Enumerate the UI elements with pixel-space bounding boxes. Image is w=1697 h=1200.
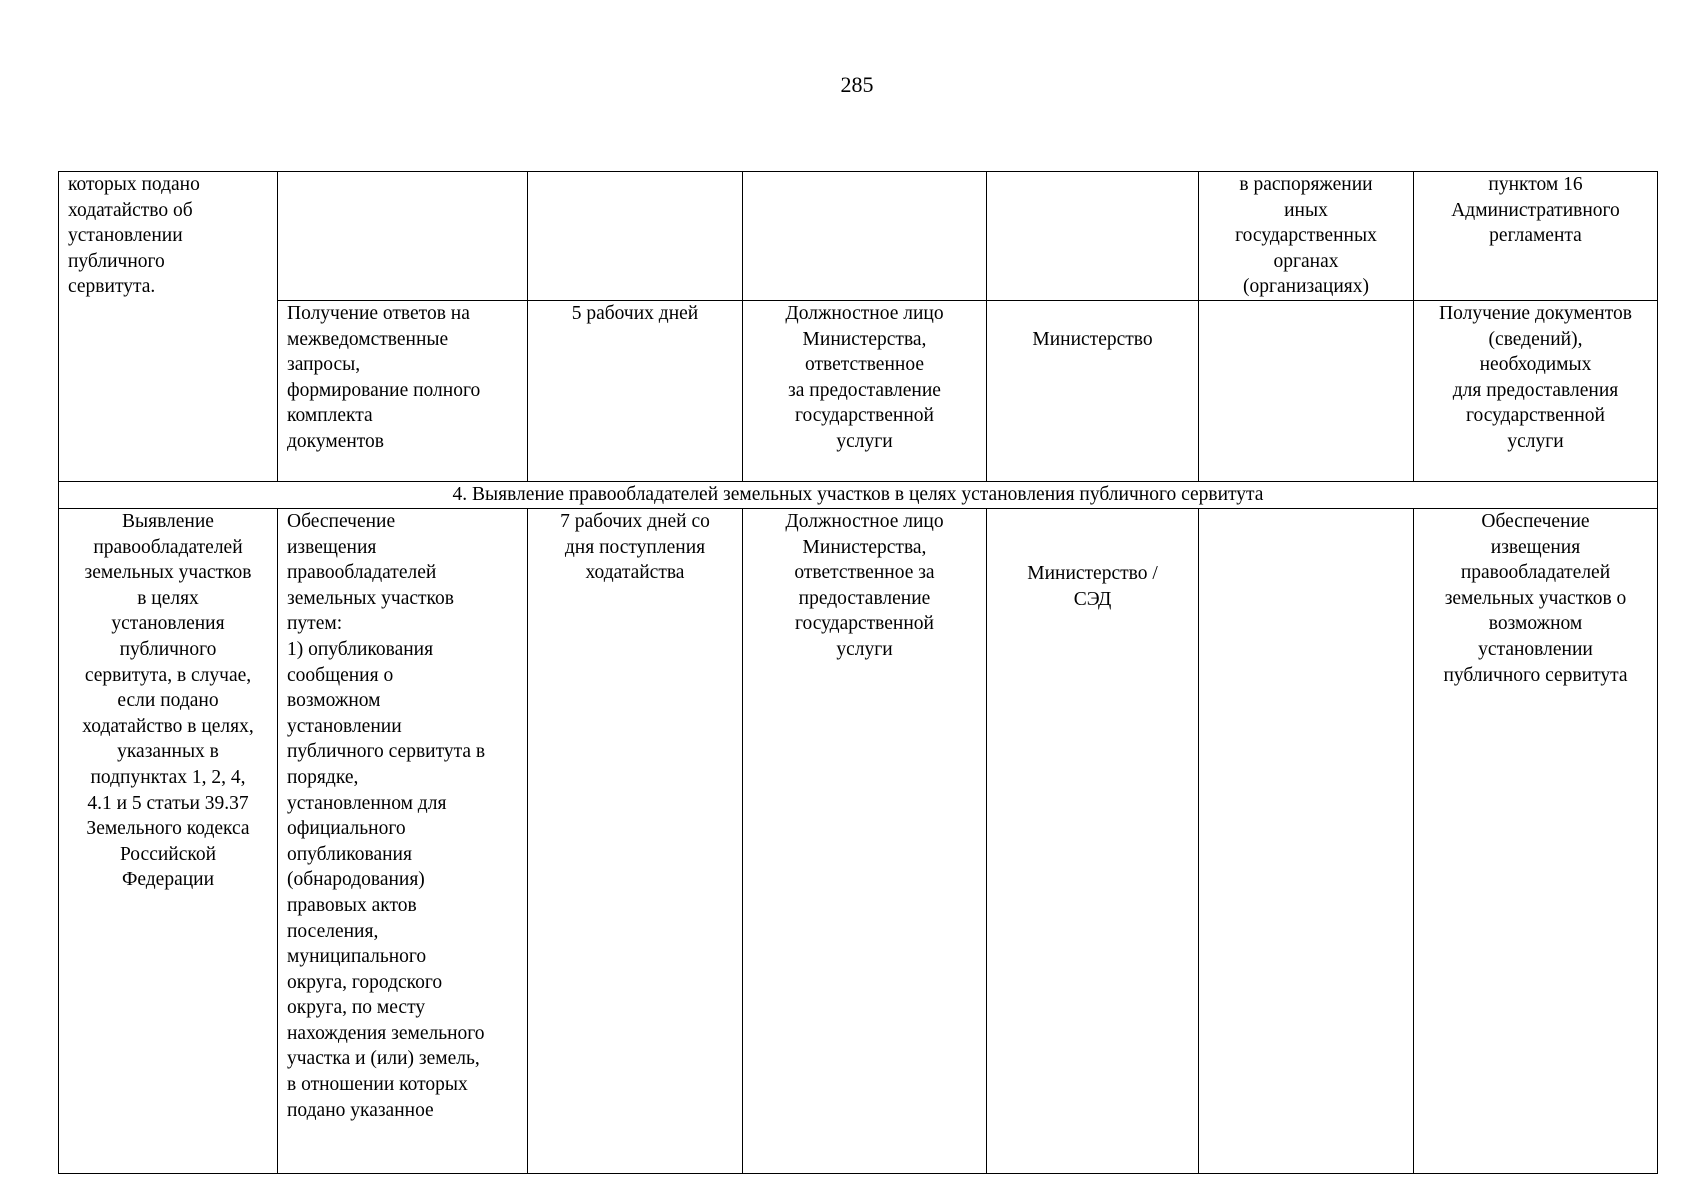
cell-procedure-continued: которых подано ходатайство об установлении публичного сервитута. — [59, 172, 278, 482]
cell-result-continued: пунктом 16 Административного регламента — [1414, 172, 1658, 301]
page-number: 285 — [840, 72, 874, 97]
cell-action-receive-responses: Получение ответов на межведомственные запросы, формирование полного комплекта документов — [278, 301, 528, 482]
cell-duration-5-days: 5 рабочих дней — [528, 301, 743, 482]
section-header: 4. Выявление правообладателей земельных участков в целях установления публичного сервитута — [59, 482, 1658, 509]
cell-place-ministry: Министерство — [987, 301, 1199, 482]
cell-place-ministry-sed: Министерство / СЭД — [987, 509, 1199, 1174]
cell-responsible-official: Должностное лицо Министерства, ответственное за предоставление государственной услуги — [743, 509, 987, 1174]
section-header-row — [59, 482, 1658, 509]
table-cell-empty — [1199, 509, 1414, 1174]
table-cell-empty — [987, 172, 1199, 301]
table-cell-empty — [278, 172, 528, 301]
procedure-table — [58, 171, 1658, 1174]
table-cell-empty — [743, 172, 987, 301]
cell-duration-7-days: 7 рабочих дней со дня поступления ходатайства — [528, 509, 743, 1174]
cell-procedure-identification: Выявление правообладателей земельных участков в целях установления публичного сервитута, в случае, если подано ходатайство в целях, указанных в подпунктах 1, 2, 4, 4.1 и 5 статьи 39.37 Земельного кодекса Российской Федерации — [59, 509, 278, 1174]
table-row — [59, 301, 1658, 482]
table-cell-empty — [528, 172, 743, 301]
cell-action-notification: Обеспечение извещения правообладателей земельных участков путем: 1) опубликования сообщения о возможном установлении публичного сервитута в порядке, установленном для официального опубликования (обнародования) правовых актов поселения, муниципального округа, городского округа, по месту нахождения земельного участка и (или) земель, в отношении которых подано указанное — [278, 509, 528, 1174]
cell-result-notification: Обеспечение извещения правообладателей земельных участков о возможном установлении публичного сервитута — [1414, 509, 1658, 1174]
cell-result-documents: Получение документов (сведений), необходимых для предоставления государственной услуги — [1414, 301, 1658, 482]
cell-responsible-official: Должностное лицо Министерства, ответственное за предоставление государственной услуги — [743, 301, 987, 482]
table-row — [59, 509, 1658, 1174]
cell-resources-continued: в распоряжении иных государственных органах (организациях) — [1199, 172, 1414, 301]
table-row — [59, 172, 1658, 301]
table-cell-empty — [1199, 301, 1414, 482]
